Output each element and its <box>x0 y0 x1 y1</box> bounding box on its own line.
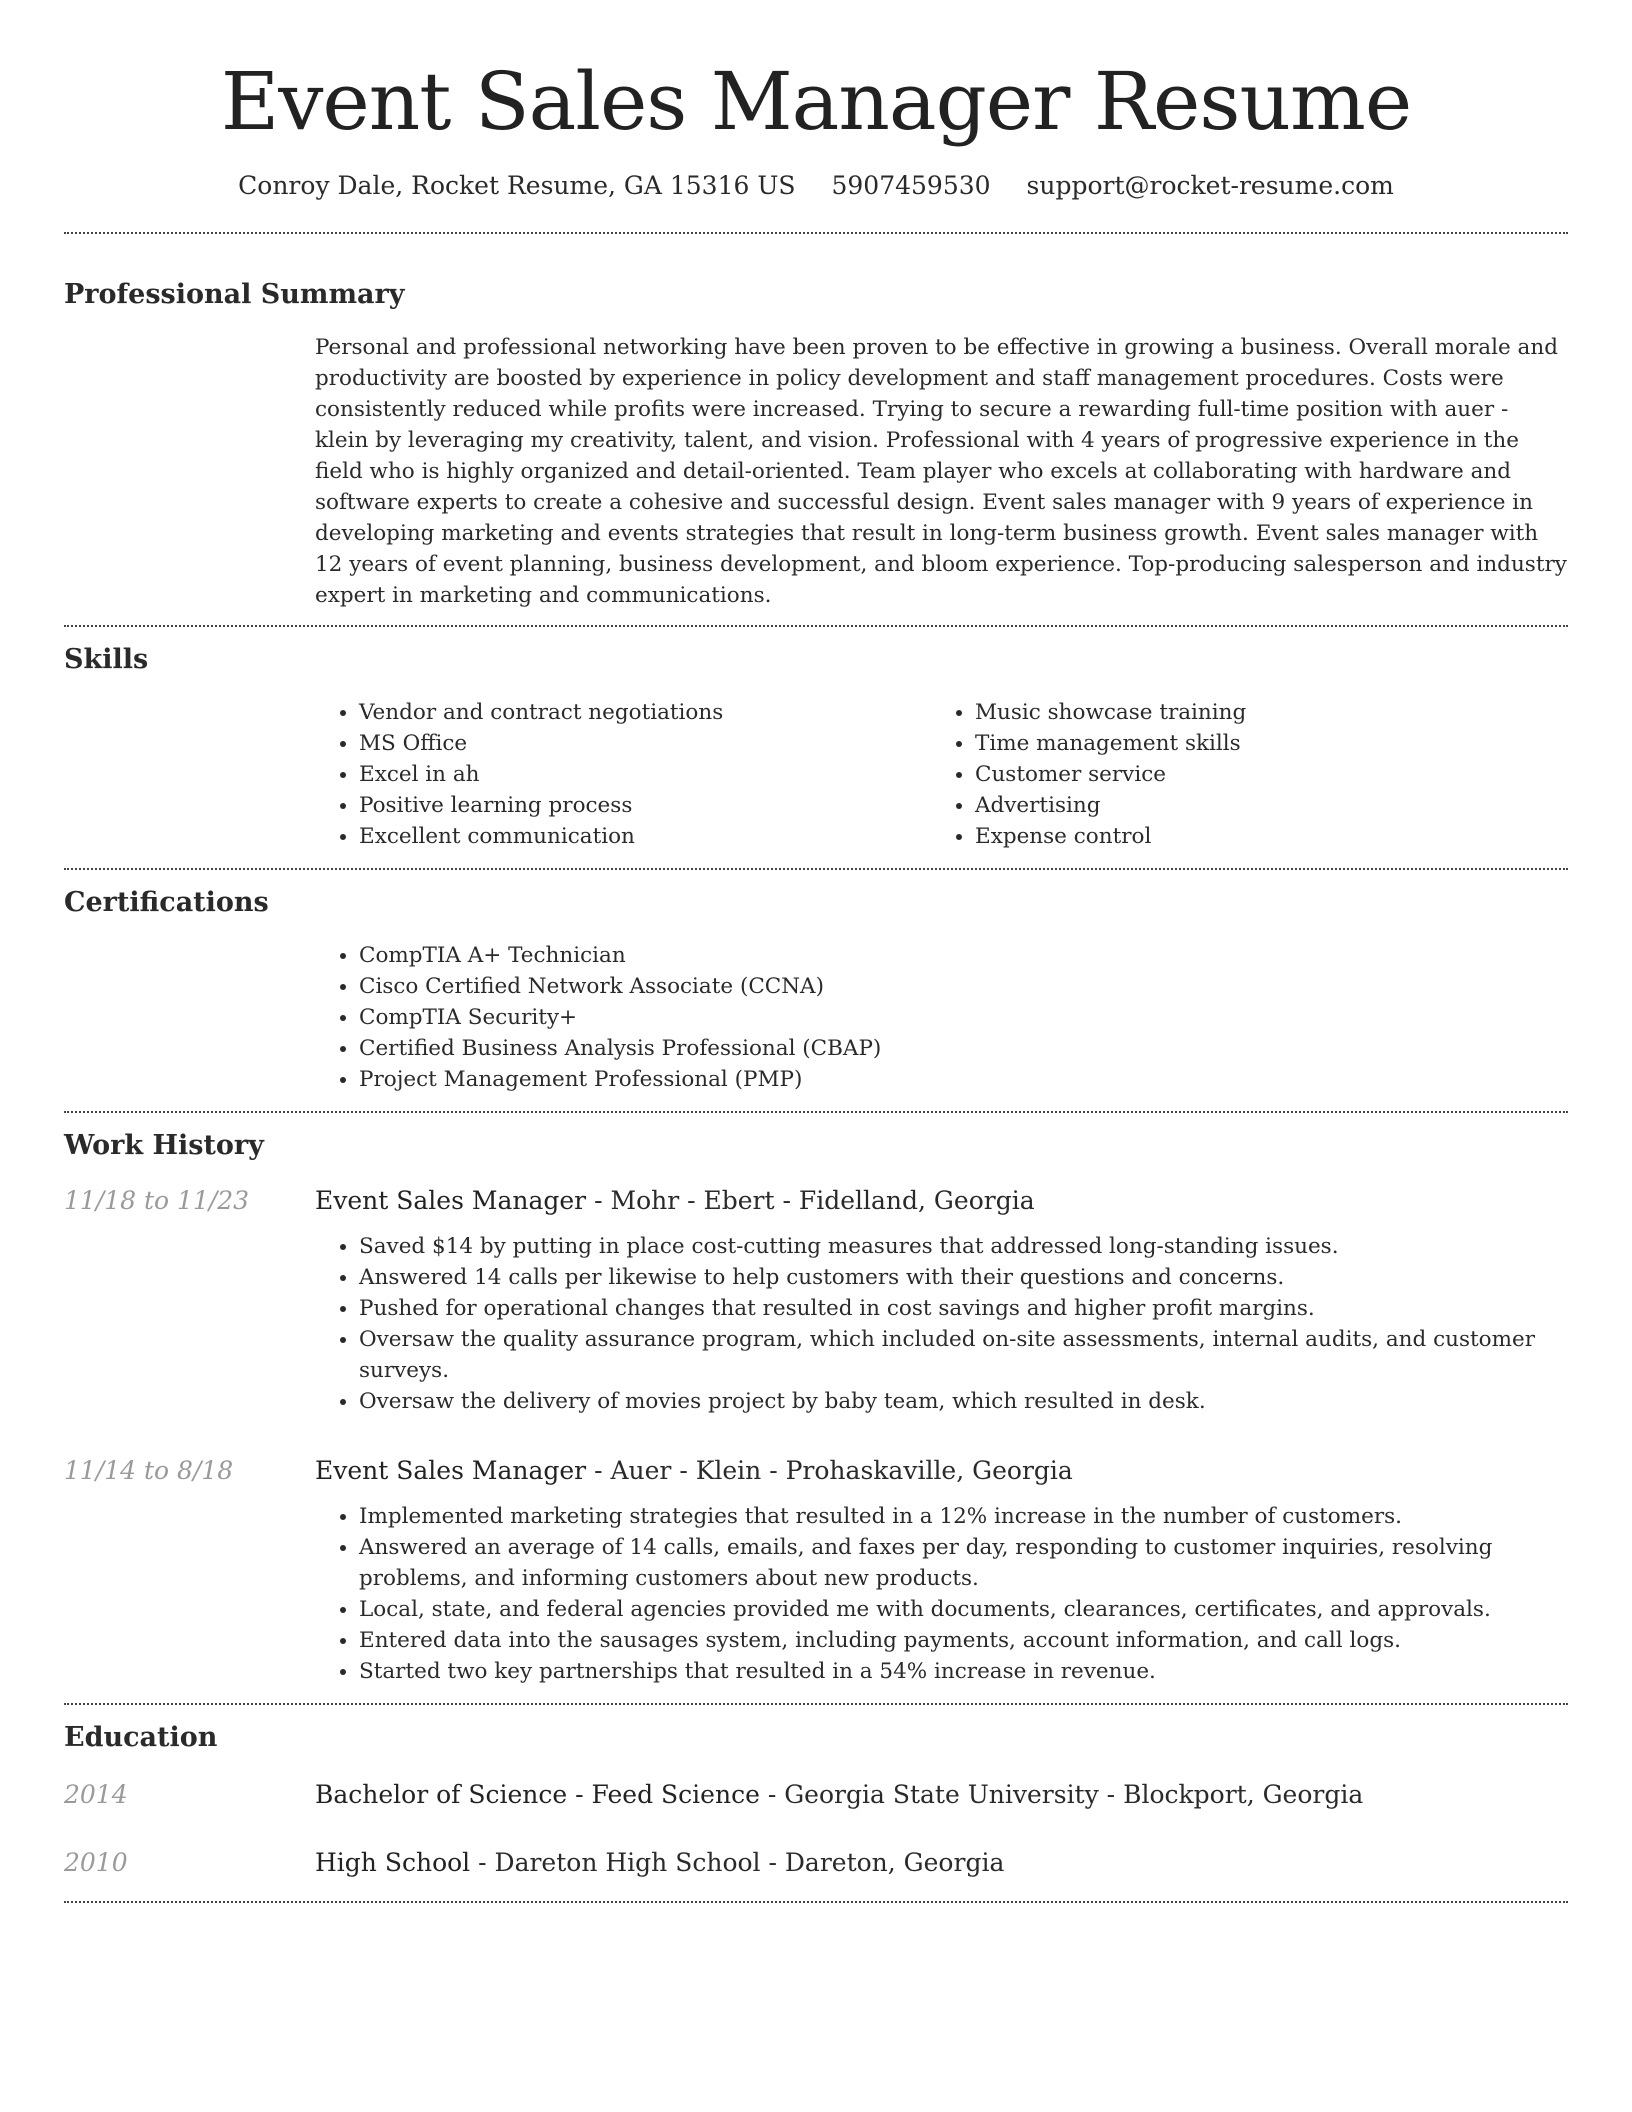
list-item: • Music showcase training <box>975 697 1547 728</box>
education-heading: Education <box>64 1722 218 1753</box>
education-year: 2014 <box>64 1780 128 1809</box>
list-item: • Excellent communication <box>359 821 931 852</box>
skills-section <box>64 627 1568 852</box>
list-item: • Certified Business Analysis Professional (CBAP) <box>359 1033 1568 1064</box>
divider <box>64 1901 1568 1903</box>
list-item: • Local, state, and federal agencies provided me with documents, clearances, certificates, and approvals. <box>359 1594 1568 1625</box>
education-degree: Bachelor of Science - Feed Science <box>315 1780 760 1809</box>
education-details: - Georgia State University - Blockport, Georgia <box>759 1780 1364 1809</box>
list-item: • Started two key partnerships that resulted in a 54% increase in revenue. <box>359 1656 1568 1687</box>
job-entry <box>64 1183 1568 1219</box>
job-details: - Mohr - Ebert - Fidelland, Georgia <box>586 1186 1035 1215</box>
job-bullets <box>315 1501 1568 1687</box>
skills-list-right <box>931 697 1547 852</box>
certifications-section <box>64 870 1568 1095</box>
list-item: • Advertising <box>975 790 1547 821</box>
job-title: Event Sales Manager <box>315 1186 587 1215</box>
list-item: • MS Office <box>359 728 931 759</box>
contact-phone: 5907459530 <box>831 171 991 200</box>
list-item: • Oversaw the delivery of movies project by baby team, which resulted in desk. <box>359 1386 1568 1417</box>
job-dates: 11/14 to 8/18 <box>64 1456 234 1485</box>
list-item: • Oversaw the quality assurance program, which included on-site assessments, internal audits, and customer surveys. <box>359 1324 1568 1386</box>
summary-text: Personal and professional networking have been proven to be effective in growing a business. Overall morale and productivity are boosted by experience in policy development and staff management procedures. Costs were consistently reduced while profits were increased. Trying to secure a rewarding full-time position with auer - klein by leveraging my creativity, talent, and vision. Professional with 4 years of progressive experience in the field who is highly organized and detail-oriented. Team player who excels at collaborating with hardware and software experts to create a cohesive and successful design. Event sales manager with 9 years of experience in developing marketing and events strategies that result in long-term business growth. Event sales manager with 12 years of event planning, business development, and bloom experience. Top-producing salesperson and industry expert in marketing and communications. <box>315 335 1567 608</box>
list-item: • Pushed for operational changes that resulted in cost savings and higher profit margins. <box>359 1293 1568 1324</box>
list-item: • Customer service <box>975 759 1547 790</box>
certifications-list <box>315 940 1568 1095</box>
list-item: • Answered an average of 14 calls, emails, and faxes per day, responding to customer inquiries, resolving problems, and informing customers about new products. <box>359 1532 1568 1594</box>
education-heading-line <box>315 1845 1004 1881</box>
list-item: • Saved $14 by putting in place cost-cutting measures that addressed long-standing issues. <box>359 1231 1568 1262</box>
job-entry <box>64 1453 1568 1489</box>
list-item: • Vendor and contract negotiations <box>359 697 931 728</box>
job-dates: 11/18 to 11/23 <box>64 1186 250 1215</box>
list-item: • Expense control <box>975 821 1547 852</box>
job-heading <box>315 1453 1073 1489</box>
education-year: 2010 <box>64 1848 128 1877</box>
list-item: • Cisco Certified Network Associate (CCNA) <box>359 971 1568 1002</box>
certifications-heading: Certifications <box>64 887 269 918</box>
certifications-block <box>315 940 1568 1095</box>
list-item: • Implemented marketing strategies that resulted in a 12% increase in the number of customers. <box>359 1501 1568 1532</box>
education-section <box>64 1705 1568 1901</box>
skills-heading: Skills <box>64 644 149 675</box>
education-details: - Dareton High School - Dareton, Georgia <box>470 1848 1005 1877</box>
list-item: • Project Management Professional (PMP) <box>359 1064 1568 1095</box>
education-degree: High School <box>315 1848 471 1877</box>
job-heading <box>315 1183 1035 1219</box>
resume-title: Event Sales Manager Resume <box>220 55 1412 148</box>
education-entry <box>64 1777 1568 1813</box>
list-item: • CompTIA A+ Technician <box>359 940 1568 971</box>
summary-heading: Professional Summary <box>64 279 405 310</box>
contact-email: support@rocket-resume.com <box>1026 171 1394 200</box>
education-heading-line <box>315 1777 1363 1813</box>
list-item: • Excel in ah <box>359 759 931 790</box>
job-bullets <box>315 1231 1568 1417</box>
work-history-heading: Work History <box>64 1130 264 1161</box>
education-entry <box>64 1845 1568 1881</box>
contact-line <box>64 170 1568 202</box>
skills-list-left <box>315 697 931 852</box>
list-item: • Answered 14 calls per likewise to help customers with their questions and concerns. <box>359 1262 1568 1293</box>
work-history-section <box>64 1113 1568 1703</box>
list-item: • Positive learning process <box>359 790 931 821</box>
list-item: • CompTIA Security+ <box>359 1002 1568 1033</box>
contact-address: Conroy Dale, Rocket Resume, GA 15316 US <box>238 171 796 200</box>
job-title: Event Sales Manager <box>315 1456 587 1485</box>
job-details: - Auer - Klein - Prohaskaville, Georgia <box>586 1456 1073 1485</box>
list-item: • Entered data into the sausages system, including payments, account information, and call logs. <box>359 1625 1568 1656</box>
skills-columns <box>315 697 1568 852</box>
list-item: • Time management skills <box>975 728 1547 759</box>
summary-section <box>64 234 1568 611</box>
